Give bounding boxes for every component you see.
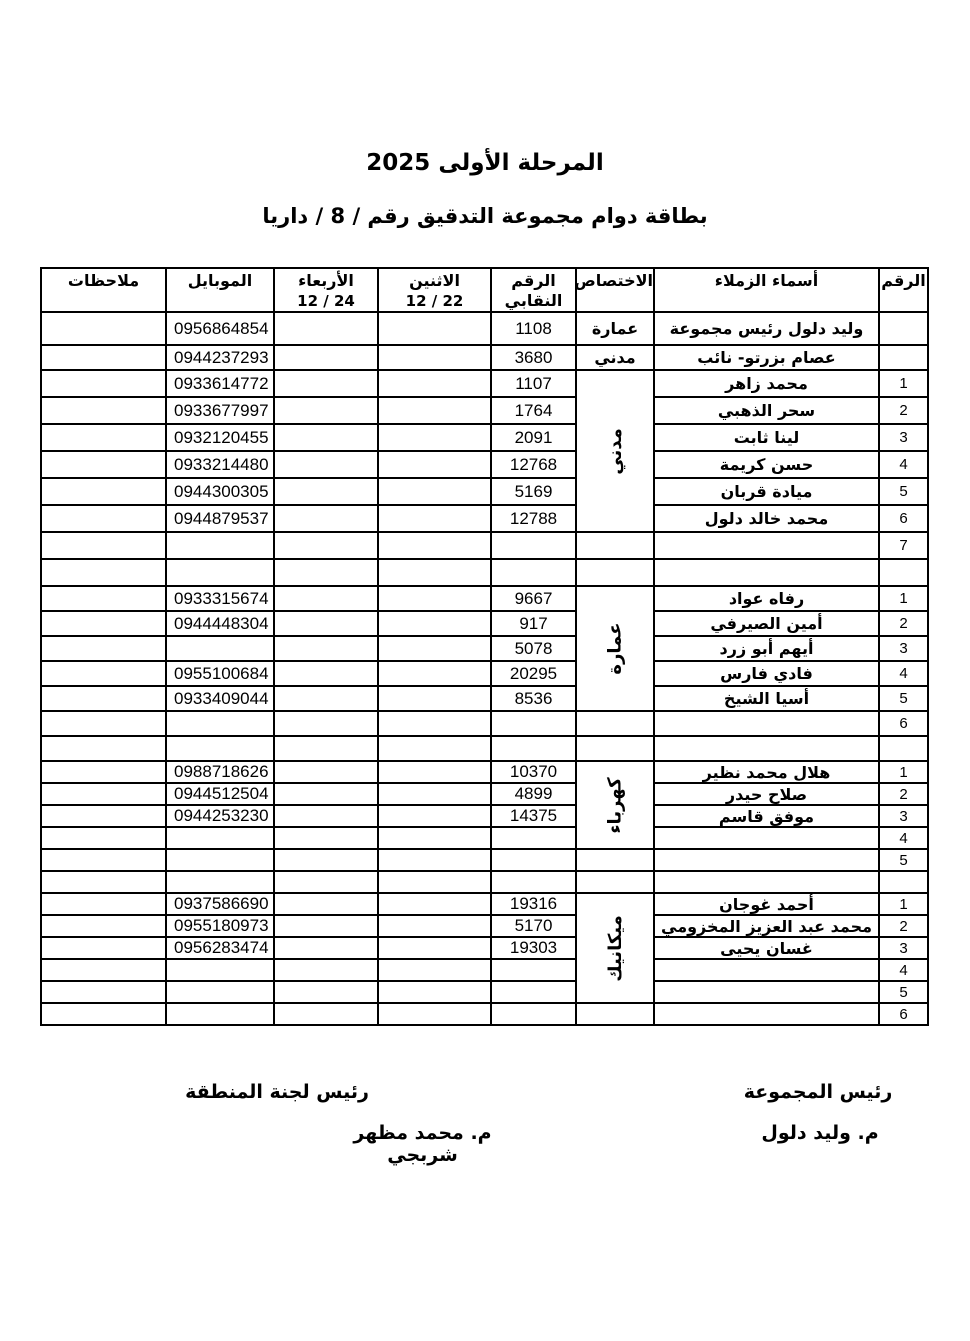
notes-cell bbox=[41, 370, 166, 397]
monday-attendance-cell bbox=[378, 397, 491, 424]
row-number-cell: 2 bbox=[879, 783, 928, 805]
table-row bbox=[41, 312, 928, 345]
monday-attendance-cell bbox=[378, 805, 491, 827]
mobile-number-cell bbox=[166, 827, 274, 849]
colleague-name-cell: رفاه عواد bbox=[654, 586, 879, 611]
wednesday-attendance-cell bbox=[274, 937, 378, 959]
wednesday-attendance-cell bbox=[274, 478, 378, 505]
header-notes: ملاحظات bbox=[41, 268, 166, 312]
table-row bbox=[41, 636, 928, 661]
mobile-number-cell: 0933214480 bbox=[166, 451, 274, 478]
notes-cell bbox=[41, 805, 166, 827]
row-number-cell: 5 bbox=[879, 478, 928, 505]
row-number-cell: 1 bbox=[879, 761, 928, 783]
monday-attendance-cell bbox=[378, 686, 491, 711]
table-row bbox=[41, 937, 928, 959]
notes-cell bbox=[41, 849, 166, 871]
colleague-name-cell bbox=[654, 711, 879, 736]
monday-attendance-cell bbox=[378, 981, 491, 1003]
row-number-cell: 3 bbox=[879, 424, 928, 451]
notes-cell bbox=[41, 893, 166, 915]
table-row bbox=[41, 370, 928, 397]
table-row bbox=[41, 505, 928, 532]
notes-cell bbox=[41, 981, 166, 1003]
wednesday-attendance-cell bbox=[274, 736, 378, 761]
group-head-name: م. وليد دلول bbox=[761, 1122, 879, 1144]
table-row bbox=[41, 661, 928, 686]
union-number-cell: 9667 bbox=[491, 586, 576, 611]
specialty-label: مدني bbox=[594, 348, 636, 367]
header-mobile: الموبايل bbox=[166, 268, 274, 312]
mobile-number-cell bbox=[166, 532, 274, 559]
monday-attendance-cell bbox=[378, 478, 491, 505]
monday-attendance-cell bbox=[378, 736, 491, 761]
table-row bbox=[41, 959, 928, 981]
union-number-cell: 4899 bbox=[491, 783, 576, 805]
monday-attendance-cell bbox=[378, 937, 491, 959]
monday-attendance-cell bbox=[378, 451, 491, 478]
table-row bbox=[41, 586, 928, 611]
notes-cell bbox=[41, 661, 166, 686]
header-wednesday-date: 12 / 24 bbox=[297, 292, 355, 310]
mobile-number-cell: 0937586690 bbox=[166, 893, 274, 915]
monday-attendance-cell bbox=[378, 586, 491, 611]
mobile-number-cell bbox=[166, 1003, 274, 1025]
mobile-number-cell bbox=[166, 736, 274, 761]
colleague-name-cell: سحر الذهبي bbox=[654, 397, 879, 424]
colleague-name-cell: غسان يحيى bbox=[654, 937, 879, 959]
wednesday-attendance-cell bbox=[274, 559, 378, 586]
row-number-cell: 7 bbox=[879, 532, 928, 559]
area-committee-head-title: رئيس لجنة المنطقة bbox=[185, 1081, 369, 1103]
notes-cell bbox=[41, 586, 166, 611]
wednesday-attendance-cell bbox=[274, 505, 378, 532]
header-names: أسماء الزملاء bbox=[654, 268, 879, 312]
row-number-cell bbox=[879, 345, 928, 370]
header-number: الرقم bbox=[879, 268, 928, 312]
wednesday-attendance-cell bbox=[274, 1003, 378, 1025]
table-row bbox=[41, 397, 928, 424]
header-union-line2: النقابي bbox=[504, 291, 563, 310]
colleague-name-cell: محمد خالد دلول bbox=[654, 505, 879, 532]
mobile-number-cell: 0956283474 bbox=[166, 937, 274, 959]
row-number-cell: 6 bbox=[879, 505, 928, 532]
colleague-name-cell bbox=[654, 532, 879, 559]
specialty-cell bbox=[576, 345, 654, 370]
monday-attendance-cell bbox=[378, 312, 491, 345]
colleague-name-cell: هلال محمد نظير bbox=[654, 761, 879, 783]
mobile-number-cell bbox=[166, 559, 274, 586]
union-number-cell: 12768 bbox=[491, 451, 576, 478]
wednesday-attendance-cell bbox=[274, 397, 378, 424]
row-number-cell bbox=[879, 736, 928, 761]
specialty-cell bbox=[576, 370, 654, 532]
specialty-label: كهرباء bbox=[604, 776, 626, 834]
wednesday-attendance-cell bbox=[274, 711, 378, 736]
specialty-cell bbox=[576, 849, 654, 871]
mobile-number-cell: 0933409044 bbox=[166, 686, 274, 711]
union-number-cell: 1764 bbox=[491, 397, 576, 424]
table-row bbox=[41, 849, 928, 871]
monday-attendance-cell bbox=[378, 532, 491, 559]
attendance-table bbox=[40, 267, 929, 1026]
union-number-cell: 20295 bbox=[491, 661, 576, 686]
monday-attendance-cell bbox=[378, 827, 491, 849]
mobile-number-cell: 0932120455 bbox=[166, 424, 274, 451]
header-row bbox=[41, 268, 928, 312]
mobile-number-cell: 0933315674 bbox=[166, 586, 274, 611]
notes-cell bbox=[41, 397, 166, 424]
wednesday-attendance-cell bbox=[274, 312, 378, 345]
union-number-cell: 5169 bbox=[491, 478, 576, 505]
row-number-cell bbox=[879, 312, 928, 345]
notes-cell bbox=[41, 636, 166, 661]
table-row bbox=[41, 871, 928, 893]
table-row bbox=[41, 1003, 928, 1025]
union-number-cell bbox=[491, 827, 576, 849]
row-number-cell bbox=[879, 559, 928, 586]
notes-cell bbox=[41, 783, 166, 805]
specialty-label: مدني bbox=[604, 427, 626, 475]
table-row bbox=[41, 981, 928, 1003]
monday-attendance-cell bbox=[378, 849, 491, 871]
colleague-name-cell: لينا ثابت bbox=[654, 424, 879, 451]
row-number-cell: 2 bbox=[879, 915, 928, 937]
notes-cell bbox=[41, 915, 166, 937]
mobile-number-cell: 0933614772 bbox=[166, 370, 274, 397]
wednesday-attendance-cell bbox=[274, 345, 378, 370]
notes-cell bbox=[41, 827, 166, 849]
page-title: المرحلة الأولى 2025 bbox=[366, 150, 604, 176]
wednesday-attendance-cell bbox=[274, 686, 378, 711]
group-head-title: رئيس المجموعة bbox=[743, 1081, 893, 1103]
monday-attendance-cell bbox=[378, 611, 491, 636]
notes-cell bbox=[41, 959, 166, 981]
specialty-cell bbox=[576, 893, 654, 1003]
wednesday-attendance-cell bbox=[274, 871, 378, 893]
colleague-name-cell: صلاح حيدر bbox=[654, 783, 879, 805]
table-row bbox=[41, 478, 928, 505]
notes-cell bbox=[41, 937, 166, 959]
table-row bbox=[41, 559, 928, 586]
specialty-cell bbox=[576, 586, 654, 711]
colleague-name-cell: فادي فارس bbox=[654, 661, 879, 686]
monday-attendance-cell bbox=[378, 636, 491, 661]
colleague-name-cell bbox=[654, 871, 879, 893]
table-row bbox=[41, 736, 928, 761]
colleague-name-cell: أسيا الشيخ bbox=[654, 686, 879, 711]
mobile-number-cell: 0955180973 bbox=[166, 915, 274, 937]
wednesday-attendance-cell bbox=[274, 783, 378, 805]
union-number-cell: 12788 bbox=[491, 505, 576, 532]
colleague-name-cell bbox=[654, 559, 879, 586]
table-row bbox=[41, 915, 928, 937]
monday-attendance-cell bbox=[378, 711, 491, 736]
mobile-number-cell: 0944448304 bbox=[166, 611, 274, 636]
wednesday-attendance-cell bbox=[274, 959, 378, 981]
union-number-cell: 14375 bbox=[491, 805, 576, 827]
notes-cell bbox=[41, 1003, 166, 1025]
mobile-number-cell bbox=[166, 636, 274, 661]
monday-attendance-cell bbox=[378, 1003, 491, 1025]
notes-cell bbox=[41, 686, 166, 711]
notes-cell bbox=[41, 478, 166, 505]
mobile-number-cell: 0955100684 bbox=[166, 661, 274, 686]
notes-cell bbox=[41, 312, 166, 345]
row-number-cell: 5 bbox=[879, 686, 928, 711]
monday-attendance-cell bbox=[378, 559, 491, 586]
monday-attendance-cell bbox=[378, 370, 491, 397]
colleague-name-cell bbox=[654, 827, 879, 849]
header-monday-label: الاثنين bbox=[409, 271, 460, 290]
wednesday-attendance-cell bbox=[274, 915, 378, 937]
colleague-name-cell bbox=[654, 981, 879, 1003]
mobile-number-cell: 0933677997 bbox=[166, 397, 274, 424]
specialty-label: عمارة bbox=[604, 622, 626, 675]
wednesday-attendance-cell bbox=[274, 661, 378, 686]
colleague-name-cell: موفق قاسم bbox=[654, 805, 879, 827]
union-number-cell: 917 bbox=[491, 611, 576, 636]
row-number-cell: 2 bbox=[879, 611, 928, 636]
row-number-cell: 3 bbox=[879, 937, 928, 959]
wednesday-attendance-cell bbox=[274, 451, 378, 478]
mobile-number-cell: 0944300305 bbox=[166, 478, 274, 505]
row-number-cell: 4 bbox=[879, 827, 928, 849]
union-number-cell bbox=[491, 711, 576, 736]
header-union-number bbox=[491, 268, 576, 312]
mobile-number-cell bbox=[166, 849, 274, 871]
colleague-name-cell: وليد دلول رئيس مجموعة bbox=[654, 312, 879, 345]
table-row bbox=[41, 686, 928, 711]
specialty-cell bbox=[576, 736, 654, 761]
colleague-name-cell: ميادة قربان bbox=[654, 478, 879, 505]
union-number-cell: 10370 bbox=[491, 761, 576, 783]
union-number-cell bbox=[491, 736, 576, 761]
monday-attendance-cell bbox=[378, 661, 491, 686]
union-number-cell: 5078 bbox=[491, 636, 576, 661]
table-row bbox=[41, 761, 928, 783]
colleague-name-cell: محمد عبد العزيز المخزومي bbox=[654, 915, 879, 937]
notes-cell bbox=[41, 559, 166, 586]
union-number-cell bbox=[491, 559, 576, 586]
notes-cell bbox=[41, 345, 166, 370]
notes-cell bbox=[41, 761, 166, 783]
table-row bbox=[41, 345, 928, 370]
notes-cell bbox=[41, 711, 166, 736]
row-number-cell: 4 bbox=[879, 959, 928, 981]
colleague-name-cell: حسن كريمة bbox=[654, 451, 879, 478]
union-number-cell: 5170 bbox=[491, 915, 576, 937]
colleague-name-cell bbox=[654, 959, 879, 981]
union-number-cell: 2091 bbox=[491, 424, 576, 451]
colleague-name-cell: محمد زاهر bbox=[654, 370, 879, 397]
union-number-cell bbox=[491, 849, 576, 871]
specialty-cell bbox=[576, 871, 654, 893]
wednesday-attendance-cell bbox=[274, 611, 378, 636]
monday-attendance-cell bbox=[378, 871, 491, 893]
wednesday-attendance-cell bbox=[274, 893, 378, 915]
mobile-number-cell bbox=[166, 871, 274, 893]
colleague-name-cell: أيهم أبو زرد bbox=[654, 636, 879, 661]
union-number-cell: 1108 bbox=[491, 312, 576, 345]
wednesday-attendance-cell bbox=[274, 586, 378, 611]
specialty-label: ميكانيك bbox=[604, 914, 626, 982]
monday-attendance-cell bbox=[378, 959, 491, 981]
table-row bbox=[41, 827, 928, 849]
notes-cell bbox=[41, 611, 166, 636]
row-number-cell: 1 bbox=[879, 586, 928, 611]
colleague-name-cell bbox=[654, 849, 879, 871]
row-number-cell: 5 bbox=[879, 981, 928, 1003]
row-number-cell: 4 bbox=[879, 661, 928, 686]
wednesday-attendance-cell bbox=[274, 370, 378, 397]
colleague-name-cell: أمين الصيرفي bbox=[654, 611, 879, 636]
colleague-name-cell: أحمد غوجان bbox=[654, 893, 879, 915]
union-number-cell bbox=[491, 959, 576, 981]
union-number-cell bbox=[491, 871, 576, 893]
colleague-name-cell: عصام بزرتو- نائب bbox=[654, 345, 879, 370]
table-row bbox=[41, 893, 928, 915]
specialty-cell bbox=[576, 312, 654, 345]
colleague-name-cell bbox=[654, 736, 879, 761]
wednesday-attendance-cell bbox=[274, 424, 378, 451]
row-number-cell: 1 bbox=[879, 370, 928, 397]
union-number-cell: 19316 bbox=[491, 893, 576, 915]
wednesday-attendance-cell bbox=[274, 849, 378, 871]
monday-attendance-cell bbox=[378, 505, 491, 532]
mobile-number-cell: 0944237293 bbox=[166, 345, 274, 370]
specialty-cell bbox=[576, 761, 654, 849]
row-number-cell: 1 bbox=[879, 893, 928, 915]
specialty-cell bbox=[576, 1003, 654, 1025]
table-row bbox=[41, 711, 928, 736]
mobile-number-cell: 0956864854 bbox=[166, 312, 274, 345]
union-number-cell: 19303 bbox=[491, 937, 576, 959]
specialty-cell bbox=[576, 559, 654, 586]
specialty-cell bbox=[576, 711, 654, 736]
row-number-cell: 3 bbox=[879, 805, 928, 827]
area-committee-head-name: م. محمد مظهر شربجي bbox=[353, 1122, 492, 1166]
specialty-cell bbox=[576, 532, 654, 559]
header-wednesday-label: الأربعاء bbox=[298, 271, 354, 290]
union-number-cell: 8536 bbox=[491, 686, 576, 711]
row-number-cell: 6 bbox=[879, 711, 928, 736]
mobile-number-cell: 0944879537 bbox=[166, 505, 274, 532]
specialty-label: عمارة bbox=[591, 319, 639, 338]
mobile-number-cell bbox=[166, 711, 274, 736]
row-number-cell: 4 bbox=[879, 451, 928, 478]
notes-cell bbox=[41, 505, 166, 532]
union-number-cell bbox=[491, 532, 576, 559]
monday-attendance-cell bbox=[378, 915, 491, 937]
union-number-cell bbox=[491, 981, 576, 1003]
notes-cell bbox=[41, 871, 166, 893]
monday-attendance-cell bbox=[378, 893, 491, 915]
row-number-cell: 2 bbox=[879, 397, 928, 424]
table-row bbox=[41, 424, 928, 451]
wednesday-attendance-cell bbox=[274, 805, 378, 827]
table-row bbox=[41, 532, 928, 559]
table-row bbox=[41, 805, 928, 827]
row-number-cell: 6 bbox=[879, 1003, 928, 1025]
table-row bbox=[41, 451, 928, 478]
table-row bbox=[41, 783, 928, 805]
row-number-cell bbox=[879, 871, 928, 893]
wednesday-attendance-cell bbox=[274, 981, 378, 1003]
header-monday-date: 12 / 22 bbox=[405, 292, 464, 310]
mobile-number-cell: 0944253230 bbox=[166, 805, 274, 827]
mobile-number-cell: 0988718626 bbox=[166, 761, 274, 783]
notes-cell bbox=[41, 424, 166, 451]
row-number-cell: 5 bbox=[879, 849, 928, 871]
union-number-cell bbox=[491, 1003, 576, 1025]
monday-attendance-cell bbox=[378, 761, 491, 783]
notes-cell bbox=[41, 451, 166, 478]
union-number-cell: 3680 bbox=[491, 345, 576, 370]
notes-cell bbox=[41, 736, 166, 761]
monday-attendance-cell bbox=[378, 345, 491, 370]
header-monday bbox=[378, 268, 491, 312]
mobile-number-cell bbox=[166, 959, 274, 981]
monday-attendance-cell bbox=[378, 424, 491, 451]
notes-cell bbox=[41, 532, 166, 559]
page-subtitle: بطاقة دوام مجموعة التدقيق رقم / 8 / داريا bbox=[262, 204, 708, 228]
wednesday-attendance-cell bbox=[274, 827, 378, 849]
wednesday-attendance-cell bbox=[274, 636, 378, 661]
header-wednesday bbox=[274, 268, 378, 312]
mobile-number-cell: 0944512504 bbox=[166, 783, 274, 805]
colleague-name-cell bbox=[654, 1003, 879, 1025]
mobile-number-cell bbox=[166, 981, 274, 1003]
wednesday-attendance-cell bbox=[274, 761, 378, 783]
header-specialty: الاختصاص bbox=[576, 268, 654, 312]
row-number-cell: 3 bbox=[879, 636, 928, 661]
table-row bbox=[41, 611, 928, 636]
union-number-cell: 1107 bbox=[491, 370, 576, 397]
header-union-line1: الرقم bbox=[511, 271, 556, 290]
monday-attendance-cell bbox=[378, 783, 491, 805]
wednesday-attendance-cell bbox=[274, 532, 378, 559]
